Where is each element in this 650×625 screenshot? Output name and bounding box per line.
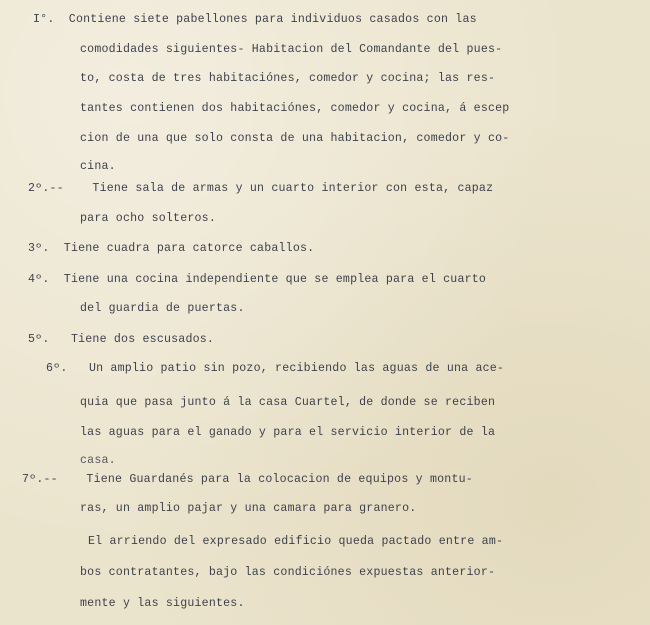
text-line: 4º. Tiene una cocina independiente que se emplea para el cuarto — [28, 273, 487, 286]
text-line: 7º.-- Tiene Guardanés para la colocacion de equipos y montu- — [22, 473, 473, 486]
text-line: cion de una que solo consta de una habitacion, comedor y co- — [80, 132, 510, 145]
text-line: 6º. Un amplio patio sin pozo, recibiendo las aguas de una ace- — [46, 362, 505, 375]
text-line: to, costa de tres habitaciónes, comedor y cocina; las res- — [80, 72, 496, 85]
text-line: I°. Contiene siete pabellones para individuos casados con las — [33, 13, 477, 26]
text-line: quia que pasa junto á la casa Cuartel, de donde se reciben — [80, 396, 496, 409]
text-line: tantes contienen dos habitaciónes, comedor y cocina, á escep — [80, 102, 510, 115]
text-line: El arriendo del expresado edificio queda pactado entre am- — [88, 535, 504, 548]
text-line: casa. — [80, 454, 116, 467]
text-line: ras, un amplio pajar y una camara para granero. — [80, 502, 417, 515]
text-line: del guardia de puertas. — [80, 302, 245, 315]
text-line: cina. — [80, 160, 116, 173]
text-line: 5º. Tiene dos escusados. — [28, 333, 215, 346]
text-line: bos contratantes, bajo las condiciónes expuestas anterior- — [80, 566, 496, 579]
text-line: para ocho solteros. — [80, 212, 216, 225]
text-line: mente y las siguientes. — [80, 597, 245, 610]
text-line: comodidades siguientes- Habitacion del Comandante del pues- — [80, 43, 503, 56]
text-line: 3º. Tiene cuadra para catorce caballos. — [28, 242, 315, 255]
text-line: 2º.-- Tiene sala de armas y un cuarto interior con esta, capaz — [28, 182, 494, 195]
text-line: las aguas para el ganado y para el servicio interior de la — [80, 426, 496, 439]
